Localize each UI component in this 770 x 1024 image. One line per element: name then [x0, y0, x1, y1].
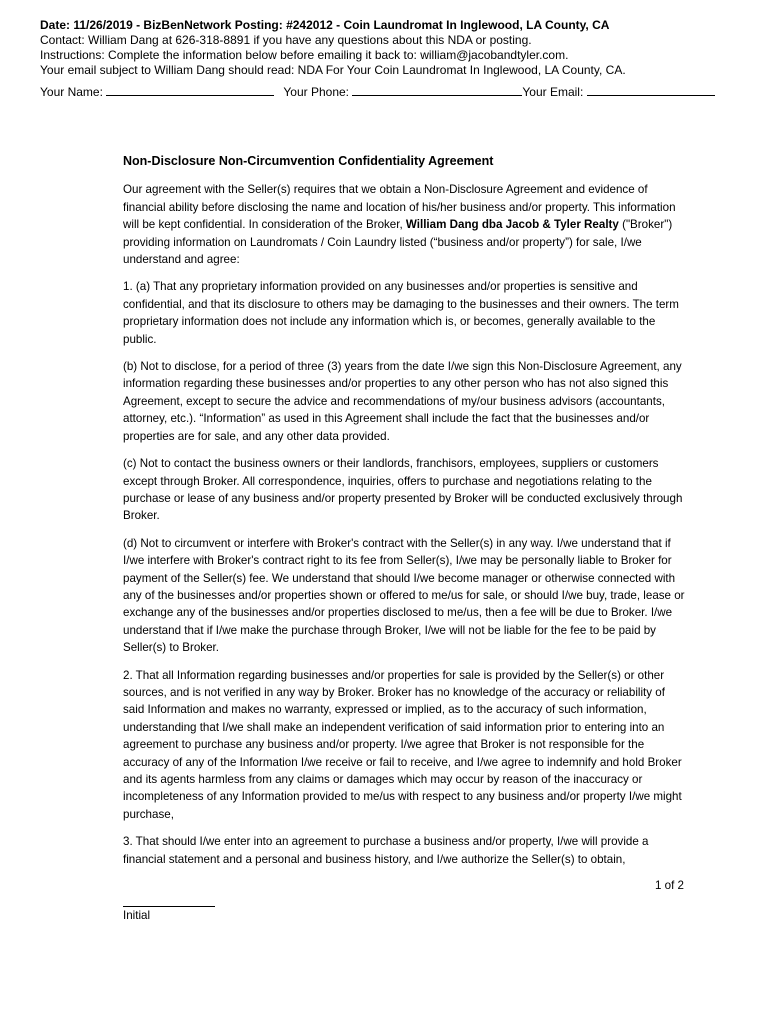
clause-1c: (c) Not to contact the business owners or their landlords, franchisors, employees, suppliers or customers except through Broker. All correspondence, inquiries, offers to purchase and negotiations relating to the purchase or lease of any business and/or property presented by Broker will be conducted exclusively through Broker.: [123, 457, 683, 523]
clause-1b: (b) Not to disclose, for a period of three (3) years from the date I/we sign this Non-Disclosure Agreement, any information regarding these businesses and/or properties to any other person who has not also signed this Agreement, except to secure the advice and recommendations of my/our business advisors (accountants, attorney, etc.). “Information” as used in this Agreement shall include the fact that the businesses and/or properties are for sale, and any other data provided.: [123, 360, 682, 443]
document-header: [40, 18, 740, 78]
page-number: 1 of 2: [654, 879, 684, 892]
broker-name: William Dang dba Jacob & Tyler Realty: [405, 218, 619, 232]
clause-3: 3. That should I/we enter into an agreement to purchase a business and/or property, I/we will provide a financial statement and a personal and business history, and I/we authorize the Seller(s) to obtain,: [123, 835, 649, 866]
phone-label: Your Phone:: [283, 85, 350, 99]
contact-fields: [40, 84, 730, 100]
email-label: Your Email:: [522, 85, 584, 99]
name-field[interactable]: [106, 84, 274, 96]
contact-line: Contact: William Dang at 626-318-8891 if you have any questions about this NDA or posting.: [40, 33, 532, 47]
initial-label: Initial: [123, 909, 151, 922]
email-field[interactable]: [587, 84, 715, 96]
email-subject-line: Your email subject to William Dang should read: NDA For Your Coin Laundromat In Inglewood, LA County, CA.: [40, 63, 626, 77]
agreement-body: [123, 153, 688, 878]
clause-1d: (d) Not to circumvent or interfere with Broker's contract with the Seller(s) in any way. I/we understand that if I/we interfere with Broker's contract right to its fee from Seller(s), I/we may be personally liable to Broker for payment of the Seller(s) fee. We understand that should I/we become manager or otherwise connected with any of the businesses and/or properties shown or offered to me/us for sale, or should I/we buy, trade, lease or exchange any of the businesses and/or properties disclosed to me/us, then a fee will be due to Broker. I/we understand that if I/we make the purchase through Broker, I/we will not be liable for the fee to be paid by Seller(s) to Broker.: [123, 536, 685, 655]
clause-1a: 1. (a) That any proprietary information provided on any businesses and/or properties is sensitive and confidential, and that its disclosure to others may be damaging to the businesses and their owners. The term proprietary information does not include any information which is, or becomes, generally available to the public.: [123, 280, 679, 346]
instructions-line: Instructions: Complete the information below before emailing it back to: william@jacobandtyler.com.: [40, 48, 569, 62]
agreement-title: Non-Disclosure Non-Circumvention Confidentiality Agreement: [123, 154, 494, 168]
name-label: Your Name:: [40, 85, 103, 99]
phone-field[interactable]: [352, 84, 522, 96]
posting-date-line: Date: 11/26/2019 - BizBenNetwork Posting: #242012 - Coin Laundromat In Inglewood, LA County, CA: [40, 18, 610, 32]
initial-field[interactable]: [123, 906, 215, 907]
intro-paragraph: Our agreement with the Seller(s) requires that we obtain a Non-Disclosure Agreement and evidence of financial ability before disclosing the name and location of his/her business and/or property. This information will be kept confidential. In consideration of the Broker, William Dang dba Jacob & Tyler Realty ("Broker") providing information on Laundromats / Coin Laundry listed (“business and/or property”) for sale, I/we understand and agree:: [123, 183, 676, 267]
clause-2: 2. That all Information regarding businesses and/or properties for sale is provided by the Seller(s) or other sources, and is not verified in any way by Broker. Broker has no knowledge of the accuracy or reliability of said Information and makes no warranty, expressed or implied, as to the accuracy of such information, understanding that I/we shall make an independent verification of said information prior to entering into an agreement to purchase any business and/or property. I/we agree that Broker is not responsible for the accuracy of any of the Information I/we receive or fail to receive, and I/we agree to indemnify and hold Broker and its agents harmless from any claims or damages which may occur by reason of the inaccuracy or incompleteness of any Information provided to me/us with respect to any business and/or property I/we might purchase,: [123, 668, 682, 821]
